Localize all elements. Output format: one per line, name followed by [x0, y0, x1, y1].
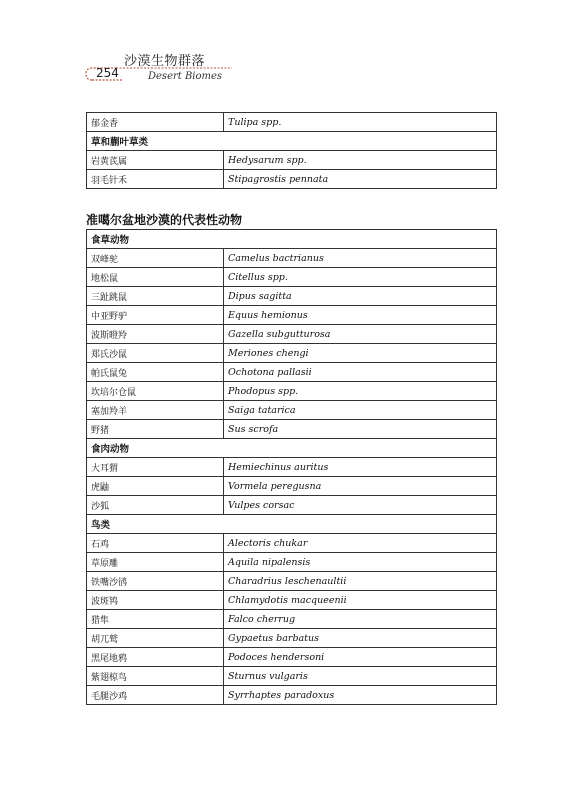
category-label: 食肉动物	[87, 439, 497, 458]
table-row	[87, 344, 497, 363]
common-name: 毛腿沙鸡	[87, 686, 224, 705]
common-name: 沙狐	[87, 496, 224, 515]
scientific-name: Alectoris chukar	[224, 534, 497, 553]
scientific-name: Equus hemionus	[224, 306, 497, 325]
scientific-name: Tulipa spp.	[224, 113, 497, 132]
category-row	[87, 132, 497, 151]
scientific-name: Citellus spp.	[224, 268, 497, 287]
scientific-name: Saiga tatarica	[224, 401, 497, 420]
table-row	[87, 648, 497, 667]
page-header	[82, 46, 242, 90]
table-row	[87, 610, 497, 629]
common-name: 波斑鸨	[87, 591, 224, 610]
animals-table	[86, 229, 497, 705]
common-name: 猎隼	[87, 610, 224, 629]
plants-table	[86, 112, 497, 189]
page-number: 254	[96, 66, 119, 80]
table-row	[87, 268, 497, 287]
common-name: 虎鼬	[87, 477, 224, 496]
scientific-name: Phodopus spp.	[224, 382, 497, 401]
scientific-name: Aquila nipalensis	[224, 553, 497, 572]
scientific-name: Hedysarum spp.	[224, 151, 497, 170]
scientific-name: Stipagrostis pennata	[224, 170, 497, 189]
table-row	[87, 667, 497, 686]
common-name: 三趾跳鼠	[87, 287, 224, 306]
common-name: 双峰驼	[87, 249, 224, 268]
book-title-cn: 沙漠生物群落	[124, 54, 206, 69]
table-row	[87, 496, 497, 515]
category-label: 草和蒯叶草类	[87, 132, 497, 151]
scientific-name: Falco cherrug	[224, 610, 497, 629]
book-title-en: Desert Biomes	[148, 71, 223, 82]
table-row	[87, 249, 497, 268]
table-row	[87, 686, 497, 705]
table-row	[87, 401, 497, 420]
table-row	[87, 382, 497, 401]
scientific-name: Camelus bactrianus	[224, 249, 497, 268]
common-name: 铁嘴沙鸻	[87, 572, 224, 591]
category-row	[87, 439, 497, 458]
section-heading: 准噶尔盆地沙漠的代表性动物	[86, 213, 243, 227]
table-row	[87, 151, 497, 170]
table-row	[87, 477, 497, 496]
common-name: 羽毛针禾	[87, 170, 224, 189]
common-name: 中亚野驴	[87, 306, 224, 325]
common-name: 坎培尔仓鼠	[87, 382, 224, 401]
common-name: 塞加羚羊	[87, 401, 224, 420]
scientific-name: Gypaetus barbatus	[224, 629, 497, 648]
common-name: 郑氏沙鼠	[87, 344, 224, 363]
common-name: 地松鼠	[87, 268, 224, 287]
category-row	[87, 230, 497, 249]
table-row	[87, 534, 497, 553]
common-name: 草原雕	[87, 553, 224, 572]
category-label: 食草动物	[87, 230, 497, 249]
common-name: 胡兀鹫	[87, 629, 224, 648]
common-name: 岩黄芪属	[87, 151, 224, 170]
table-row	[87, 458, 497, 477]
scientific-name: Vulpes corsac	[224, 496, 497, 515]
common-name: 黑尾地鸦	[87, 648, 224, 667]
table-row	[87, 591, 497, 610]
scientific-name: Chlamydotis macqueenii	[224, 591, 497, 610]
table-row	[87, 113, 497, 132]
common-name: 郁金香	[87, 113, 224, 132]
scientific-name: Meriones chengi	[224, 344, 497, 363]
common-name: 帕氏鼠兔	[87, 363, 224, 382]
category-label: 鸟类	[87, 515, 497, 534]
table-row	[87, 553, 497, 572]
table-row	[87, 420, 497, 439]
table-row	[87, 287, 497, 306]
table-row	[87, 306, 497, 325]
common-name: 野猪	[87, 420, 224, 439]
common-name: 紫翅椋鸟	[87, 667, 224, 686]
scientific-name: Sturnus vulgaris	[224, 667, 497, 686]
scientific-name: Syrrhaptes paradoxus	[224, 686, 497, 705]
scientific-name: Charadrius leschenaultii	[224, 572, 497, 591]
category-row	[87, 515, 497, 534]
scientific-name: Gazella subgutturosa	[224, 325, 497, 344]
common-name: 波斯瞪羚	[87, 325, 224, 344]
common-name: 大耳猬	[87, 458, 224, 477]
table-row	[87, 572, 497, 591]
scientific-name: Dipus sagitta	[224, 287, 497, 306]
scientific-name: Vormela peregusna	[224, 477, 497, 496]
scientific-name: Sus scrofa	[224, 420, 497, 439]
table-row	[87, 170, 497, 189]
scientific-name: Podoces hendersoni	[224, 648, 497, 667]
table-row	[87, 363, 497, 382]
scientific-name: Hemiechinus auritus	[224, 458, 497, 477]
common-name: 石鸡	[87, 534, 224, 553]
table-row	[87, 325, 497, 344]
table-row	[87, 629, 497, 648]
scientific-name: Ochotona pallasii	[224, 363, 497, 382]
